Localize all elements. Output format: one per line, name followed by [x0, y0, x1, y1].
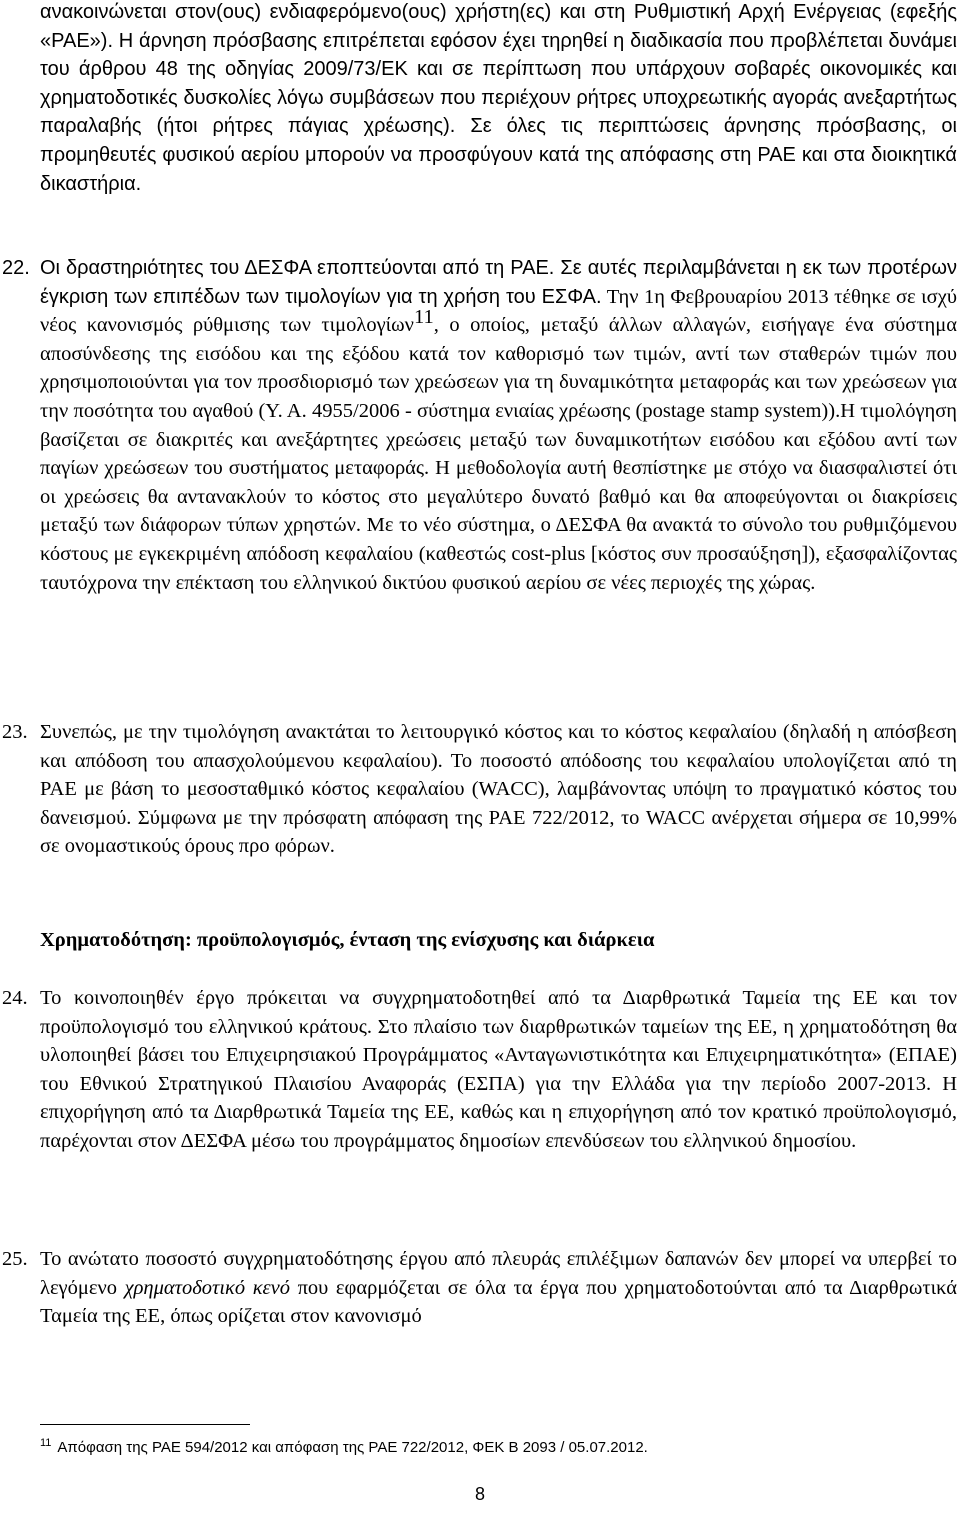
section-heading — [40, 926, 957, 955]
paragraph-21-text: ανακοινώνεται στον(ους) ενδιαφερόμενο(ους) χρήστη(ες) και στη Ρυθμιστική Αρχή Ενέργειας (εφεξής «ΡΑΕ»). Η άρνηση πρόσβασης επιτρέπεται εφόσον έχει τηρηθεί η διαδικασία που προβλέπεται δυνάμει του άρθρου 48 της οδηγίας 2009/73/ΕΚ και σε περίπτωση που υπάρχουν σοβαρές οικονομικές και χρηματοδοτικές δυσκολίες λόγω συμβάσεων που περιέχουν ρήτρες υποχρεωτικής αγοράς ανεξαρτήτως παραλαβής (ήτοι ρήτρες πάγιας χρέωσης). Σε όλες τις περιπτώσεις άρνησης πρόσβασης, οι προμηθευτές φυσικού αερίου μπορούν να προσφύγουν κατά της απόφασης στη ΡΑΕ και στα διοικητικά δικαστήρια. — [40, 1, 957, 195]
page-number: 8 — [474, 1484, 485, 1504]
footnote-text: Απόφαση της ΡΑΕ 594/2012 και απόφαση της ΡΑΕ 722/2012, ΦΕΚ Β 2093 / 05.07.2012. — [57, 1439, 648, 1456]
paragraph-22-serif-text-a: Την 1η Φεβρουαρίου 2013 τέθηκε σε ισχύ νέος κανονισμός ρύθμισης των τιμολογίων — [40, 285, 957, 337]
paragraph-25-text-a: Το ανώτατο ποσοστό συγχρηματοδότησης έργου από πλευράς επιλέξιμων δαπανών δεν μπορεί να υπερβεί το λεγόμενο — [40, 1248, 957, 1299]
footnote-divider — [40, 1424, 250, 1425]
paragraph-24 — [2, 984, 957, 1156]
footnote-number: 11 — [40, 1437, 52, 1449]
footnote — [40, 1438, 957, 1458]
paragraph-23 — [2, 718, 957, 861]
paragraph-25-italic: χρηματοδοτικό κενό — [124, 1276, 290, 1299]
paragraph-22-number: 22. — [2, 257, 30, 279]
paragraph-24-number: 24. — [2, 987, 28, 1009]
paragraph-25-text-b: που εφαρμόζεται σε όλα τα έργα που χρηματοδοτούνται από τα Διαρθρωτικά Ταμεία της ΕΕ, όπως ορίζεται στον κανονισμό — [40, 1276, 957, 1328]
paragraph-22-sans-text: Οι δραστηριότητες του ΔΕΣΦΑ εποπτεύονται από τη ΡΑΕ. Σε αυτές περιλαμβάνεται η εκ των προτέρων έγκριση των επιπέδων των τιμολογίων για τη χρήση του ΕΣΦΑ. — [40, 257, 957, 308]
paragraph-25-number: 25. — [2, 1248, 28, 1270]
paragraph-25 — [2, 1245, 957, 1331]
paragraph-24-text: Το κοινοποιηθέν έργο πρόκειται να συγχρηματοδοτηθεί από τα Διαρθρωτικά Ταμεία της ΕΕ και τον προϋπολογισμό του ελληνικού κράτους. Στο πλαίσιο των διαρθρωτικών ταμείων της ΕΕ, η χρηματοδότηση θα υλοποιηθεί βάσει του Επιχειρησιακού Προγράμματος «Ανταγωνιστικότητα και Επιχειρηματικότητα» (ΕΠΑΕ) του Εθνικού Στρατηγικού Πλαισίου Αναφοράς (ΕΣΠΑ) για την Ελλάδα για την περίοδο 2007-2013. Η επιχορήγηση από τα Διαρθρωτικά Ταμεία της ΕΕ, καθώς και η επιχορήγηση από τον κρατικό προϋπολογισμό, παρέχονται στον ΔΕΣΦΑ μέσω του προγράμματος δημοσίων επενδύσεων του ελληνικού δημοσίου. — [40, 987, 957, 1152]
section-heading-text: Χρηματοδότηση: προϋπολογισμός, ένταση της ενίσχυσης και διάρκεια — [40, 929, 655, 951]
paragraph-21-continuation — [40, 0, 957, 198]
paragraph-22 — [2, 254, 958, 597]
paragraph-23-number: 23. — [2, 721, 28, 743]
footnote-reference[interactable]: 11 — [413, 306, 434, 329]
paragraph-23-text: Συνεπώς, με την τιμολόγηση ανακτάται το λειτουργικό κόστος και το κόστος κεφαλαίου (δηλαδή η απόσβεση και απόδοση του απασχολούμενου κεφαλαίου). Το ποσοστό απόδοσης του κεφαλαίου υπολογίζεται από τη ΡΑΕ με βάση το μεσοσταθμικό κόστος κεφαλαίου (WACC), λαμβάνοντας υπόψη το πραγματικό κόστος του δανεισμού. Σύμφωνα με την πρόσφατη απόφαση της ΡΑΕ 722/2012, το WACC ανέρχεται σήμερα σε 10,99% σε ονομαστικούς όρους προ φόρων. — [40, 721, 957, 858]
paragraph-22-serif-text-b: , ο οποίος, μεταξύ άλλων αλλαγών, εισήγαγε ένα σύστημα αποσύνδεσης της εισόδου και της εξόδου κατά τον καθορισμό των τιμών, αντί των σταθερών τιμών που χρησιμοποιούνται για τον προσδιορισμό των χρεώσεων για τη δυναμικότητα μεταφοράς και των χρεώσεων για την ποσότητα του αγαθού (Υ. Α. 4955/2006 - σύστημα ενιαίας χρέωσης (postage stamp system)).Η τιμολόγηση βασίζεται σε διακριτές και ανεξάρτητες χρεώσεις μεταξύ των δυναμικοτήτων εισόδου και εξόδου αντί των παγίων χρεώσεων του συστήματος μεταφοράς. Η μεθοδολογία αυτή θεσπίστηκε με στόχο να διασφαλιστεί ότι οι χρεώσεις θα αντανακλούν το κόστος στο μεγαλύτερο δυνατό βαθμό και θα αποφεύγονται οι διακρίσεις μεταξύ των διάφορων τύπων χρηστών. Με το νέο σύστημα, ο ΔΕΣΦΑ θα ανακτά το σύνολο του ρυθμιζόμενου κόστους με εγκεκριμένη απόδοση κεφαλαίου (καθεστώς cost-plus [κόστος συν προσαύξηση]), εξασφαλίζοντας ταυτόχρονα την επέκταση του ελληνικού δικτύου φυσικού αερίου σε νέες περιοχές της χώρας. — [40, 314, 958, 594]
